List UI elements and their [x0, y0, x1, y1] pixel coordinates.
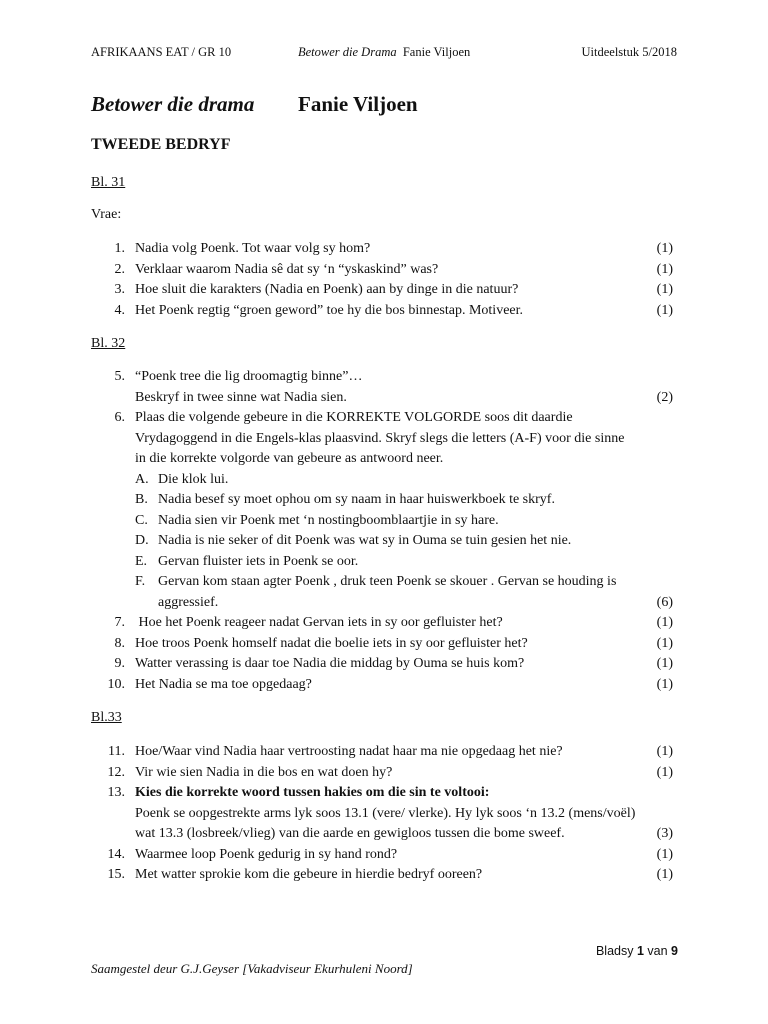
question-marks: (1) — [656, 764, 673, 780]
question-text: Beskryf in twee sinne wat Nadia sien. — [135, 389, 347, 405]
section-heading-bl33: Bl.33 — [91, 710, 122, 725]
question-number: 3. — [114, 282, 125, 297]
question-text: wat 13.3 (losbreek/vlieg) van die aarde en gewigloos tussen die bome sweef. — [135, 826, 565, 841]
question-marks: (1) — [656, 676, 673, 692]
question-10 — [0, 675, 768, 696]
question-14 — [0, 845, 768, 866]
question-number: 6. — [114, 410, 125, 425]
question-number: 8. — [114, 635, 125, 651]
question-text: Het Nadia se ma toe opgedaag? — [135, 676, 312, 692]
question-marks: (1) — [656, 302, 673, 318]
page-number — [596, 944, 678, 958]
question-text: Hoe troos Poenk homself nadat die boelie iets in sy oor gefluister het? — [135, 635, 528, 651]
option-letter: C. — [135, 512, 148, 528]
question-number: 11. — [108, 744, 125, 759]
option-text: Gervan fluister iets in Poenk se oor. — [158, 553, 359, 569]
question-text: Plaas die volgende gebeure in die KORREKTE VOLGORDE soos dit daardie — [135, 410, 573, 425]
question-6-line-2 — [0, 429, 768, 450]
option-e — [0, 552, 768, 573]
question-marks: (1) — [656, 261, 673, 277]
act-heading: TWEEDE BEDRYF — [91, 136, 231, 153]
question-text: Het Poenk regtig “groen geword” toe hy die bos binnestap. Motiveer. — [135, 302, 524, 318]
question-7 — [0, 613, 768, 634]
option-b — [0, 490, 768, 511]
option-letter: F. — [135, 574, 146, 589]
question-3 — [0, 280, 768, 301]
page-author: Fanie Viljoen — [298, 92, 418, 116]
option-letter: B. — [135, 492, 148, 507]
question-number: 14. — [107, 846, 125, 862]
option-text: Gervan kom staan agter Poenk , druk teen Poenk se skouer . Gervan se houding is — [158, 574, 617, 589]
question-15 — [0, 865, 768, 886]
option-c — [0, 511, 768, 532]
option-text: aggressief. — [158, 594, 219, 610]
option-a — [0, 470, 768, 491]
question-marks: (1) — [656, 282, 673, 297]
question-marks: (3) — [656, 826, 673, 841]
page-mid: van — [647, 944, 668, 958]
section-heading-bl31: Bl. 31 — [91, 175, 126, 190]
question-5 — [0, 367, 768, 388]
question-marks: (1) — [656, 744, 673, 759]
question-number: 7. — [114, 615, 125, 630]
header-author: Fanie Viljoen — [402, 45, 471, 59]
option-letter: E. — [135, 553, 148, 569]
question-number: 9. — [114, 656, 125, 671]
header-handout: Uitdeelstuk 5/2018 — [581, 45, 677, 59]
question-13-line-2 — [0, 804, 768, 825]
question-text: Nadia volg Poenk. Tot waar volg sy hom? — [135, 241, 371, 256]
section-heading-bl32: Bl. 32 — [91, 336, 126, 351]
question-text: Watter verassing is daar toe Nadia die middag by Ouma se huis kom? — [135, 656, 525, 671]
option-text: Nadia is nie seker of dit Poenk was wat sy in Ouma se tuin gesien het nie. — [158, 533, 572, 548]
question-2 — [0, 260, 768, 281]
question-marks: (1) — [656, 867, 673, 882]
question-number: 15. — [107, 867, 125, 882]
question-number: 12. — [107, 764, 125, 780]
question-6 — [0, 408, 768, 429]
question-text: Poenk se oopgestrekte arms lyk soos 13.1 (vere/ vlerke). Hy lyk soos ‘n 13.2 (mens/voël) — [135, 805, 636, 821]
page-title: Betower die drama — [91, 92, 255, 116]
question-number: 4. — [114, 302, 125, 318]
question-text: Hoe/Waar vind Nadia haar vertroosting nadat haar ma nie opgedaag het nie? — [135, 744, 563, 759]
question-number: 13. — [107, 785, 125, 800]
question-13 — [0, 783, 768, 804]
questions-label: Vrae: — [91, 207, 122, 222]
question-13-line-3 — [0, 824, 768, 845]
option-letter: D. — [135, 533, 149, 548]
question-marks: (1) — [656, 241, 673, 256]
question-marks: (1) — [656, 656, 673, 671]
question-6-line-3 — [0, 449, 768, 470]
question-1 — [0, 239, 768, 260]
question-text: Hoe het Poenk reageer nadat Gervan iets in sy oor gefluister het? — [135, 615, 503, 630]
question-text: Vrydagoggend in die Engels-klas plaasvind. Skryf slegs die letters (A-F) voor die sinne — [135, 430, 625, 446]
question-12 — [0, 763, 768, 784]
question-number: 1. — [114, 241, 125, 256]
header-book-title: Betower die Drama — [298, 45, 397, 59]
question-8 — [0, 634, 768, 655]
question-text: Vir wie sien Nadia in die bos en wat doen hy? — [135, 764, 393, 780]
option-text: Nadia sien vir Poenk met ‘n nostingboomblaartjie in sy hare. — [158, 512, 499, 528]
question-text: in die korrekte volgorde van gebeure as antwoord neer. — [135, 451, 444, 466]
option-text: Die klok lui. — [158, 471, 229, 487]
question-9 — [0, 654, 768, 675]
question-marks: (1) — [656, 635, 673, 651]
footer-credit: Saamgestel deur G.J.Geyser [Vakadviseur Ekurhuleni Noord] — [91, 961, 413, 976]
header-title — [298, 45, 470, 60]
question-text: Waarmee loop Poenk gedurig in sy hand rond? — [135, 846, 398, 862]
question-4 — [0, 301, 768, 322]
option-d — [0, 531, 768, 552]
question-number: 10. — [107, 676, 125, 692]
question-5-line-2 — [0, 388, 768, 409]
page-prefix: Bladsy — [595, 944, 634, 958]
question-11 — [0, 742, 768, 763]
header-subject: AFRIKAANS EAT / GR 10 — [91, 45, 232, 59]
question-instruction: Kies die korrekte woord tussen hakies om die sin te voltooi: — [135, 785, 490, 800]
question-marks: (6) — [656, 594, 673, 610]
question-number: 5. — [114, 369, 125, 384]
option-f — [0, 572, 768, 593]
question-marks: (2) — [656, 389, 673, 405]
option-f-cont — [0, 593, 768, 614]
page-total: 9 — [671, 944, 678, 958]
question-text: Hoe sluit die karakters (Nadia en Poenk) aan by dinge in die natuur? — [135, 282, 519, 297]
question-number: 2. — [114, 261, 125, 277]
option-text: Nadia besef sy moet ophou om sy naam in haar huiswerkboek te skryf. — [158, 492, 555, 507]
question-text: “Poenk tree die lig droomagtig binne”… — [135, 369, 363, 384]
question-text: Verklaar waarom Nadia sê dat sy ‘n “yskaskind” was? — [135, 261, 439, 277]
option-letter: A. — [135, 471, 149, 487]
question-marks: (1) — [656, 615, 673, 630]
question-marks: (1) — [656, 846, 673, 862]
page-current: 1 — [636, 944, 644, 958]
question-text: Met watter sprokie kom die gebeure in hierdie bedryf ooreen? — [135, 867, 483, 882]
